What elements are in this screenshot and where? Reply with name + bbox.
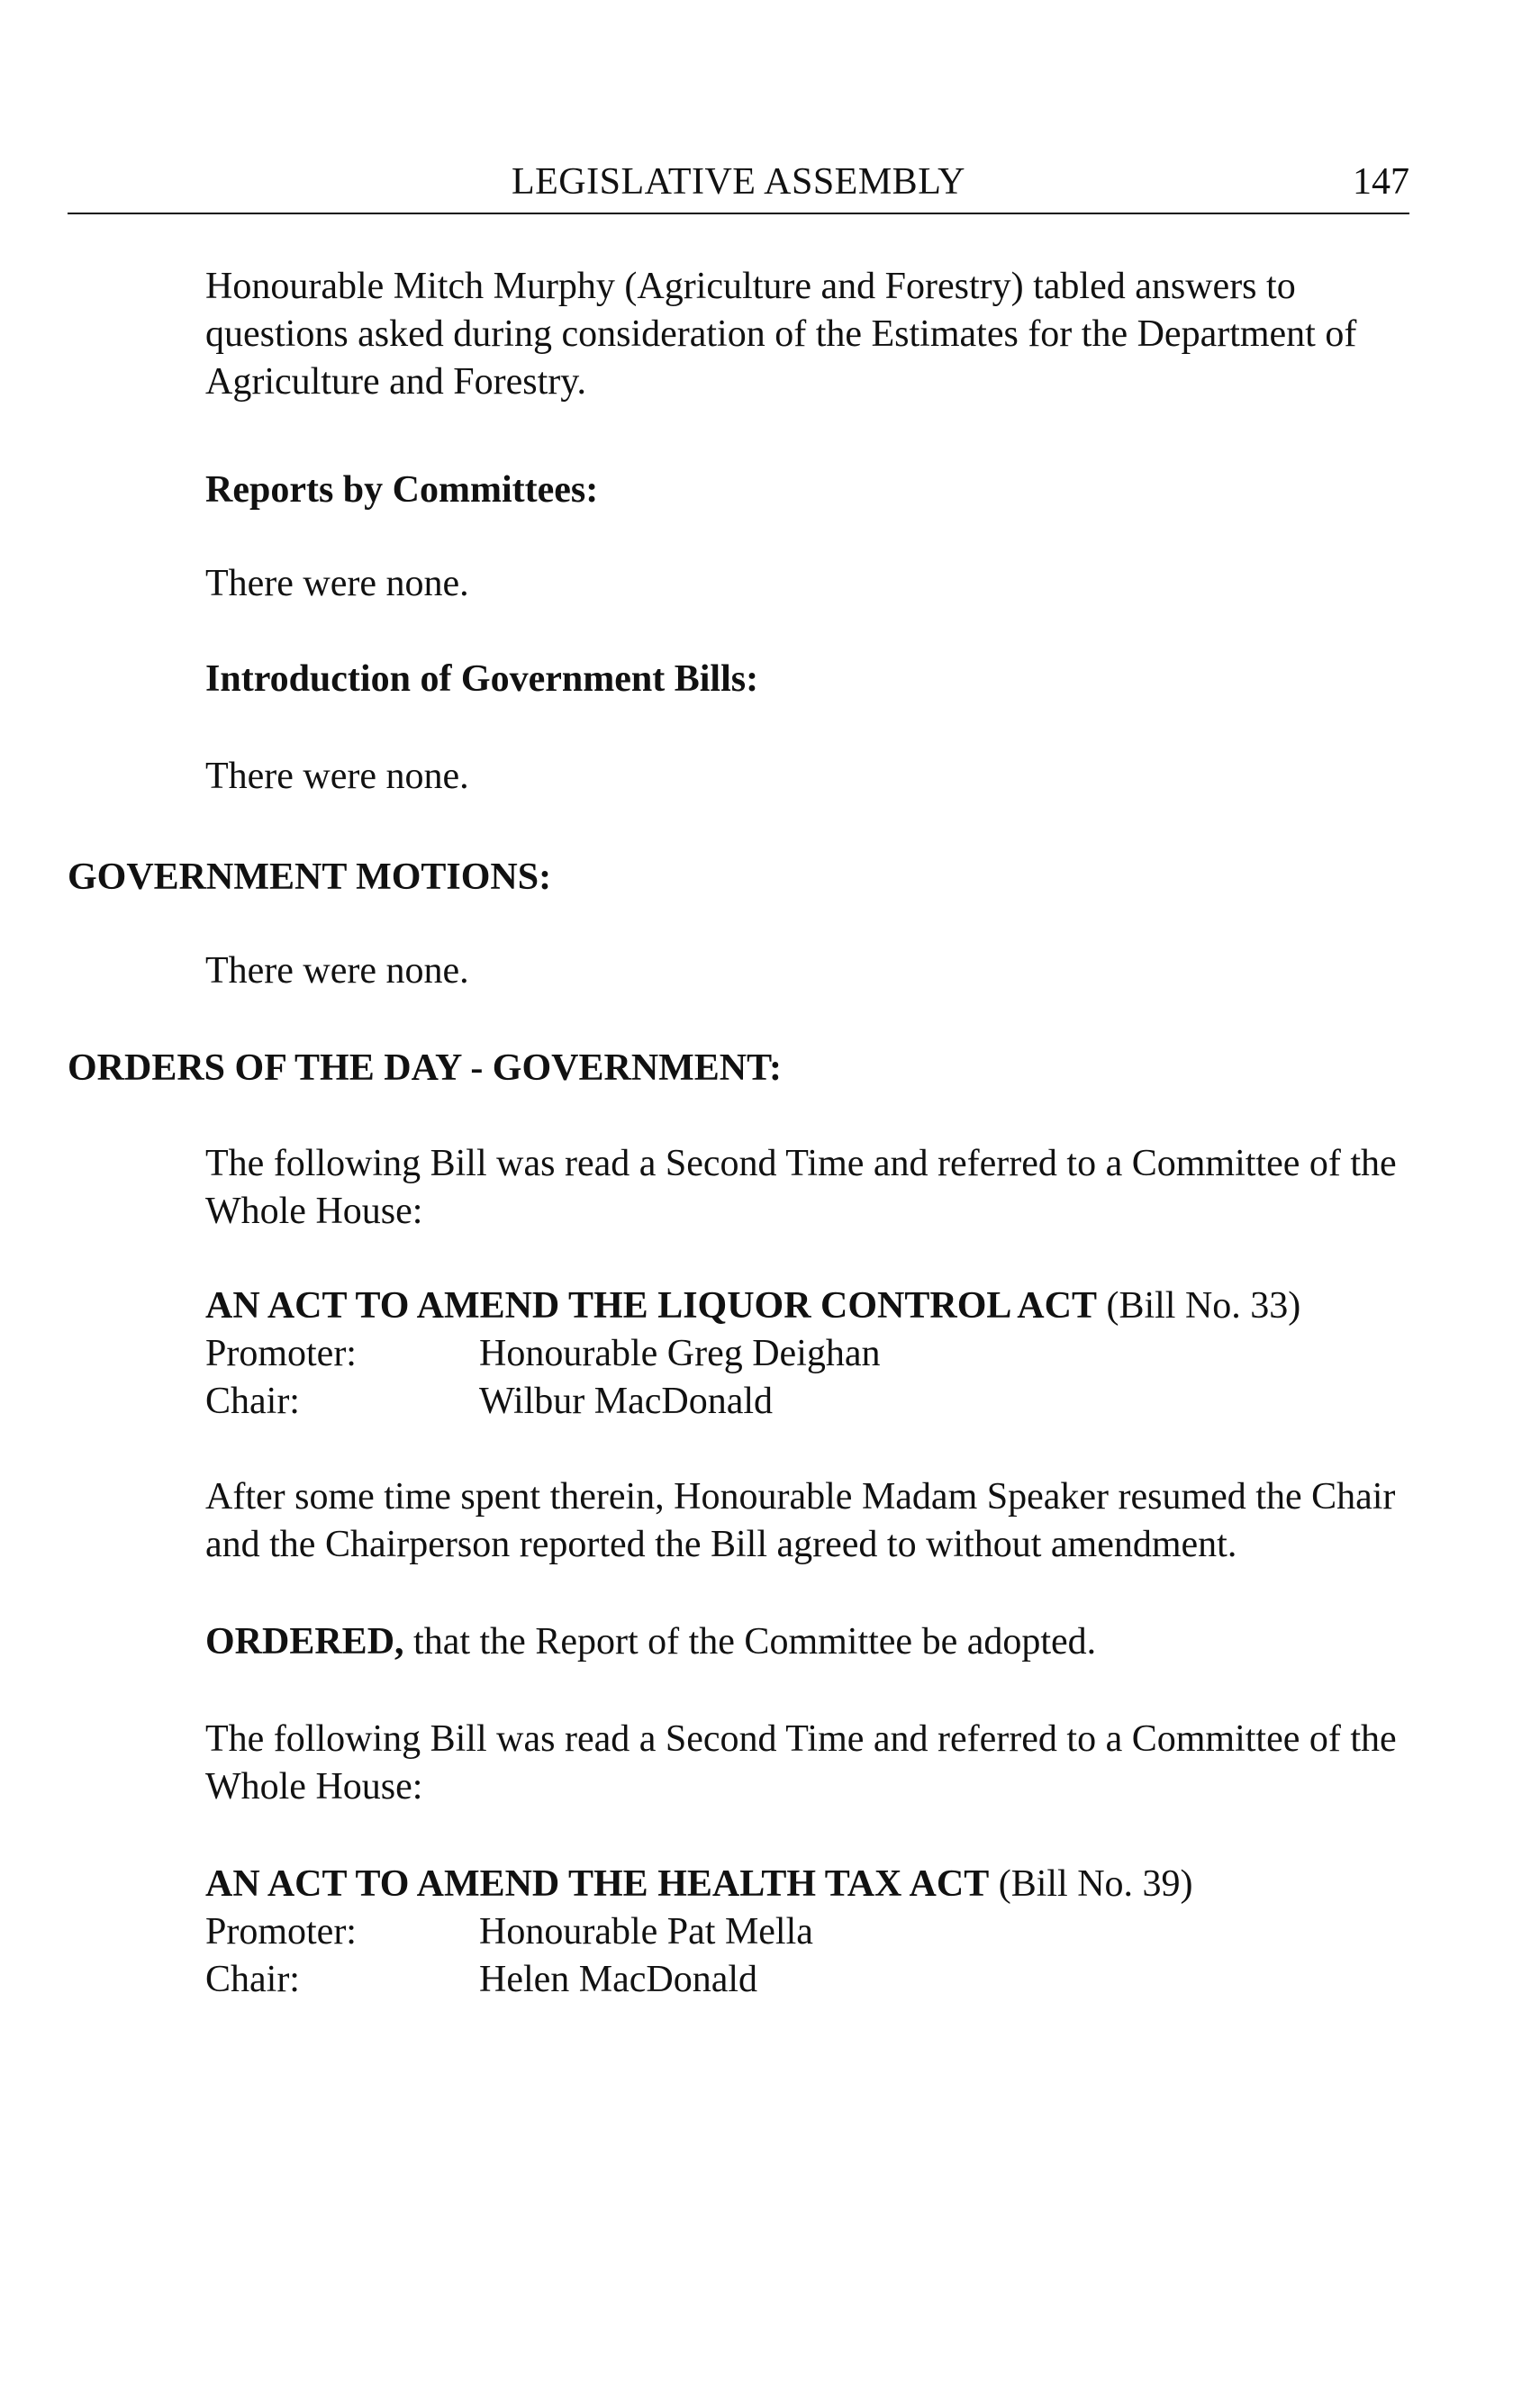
ordered-keyword: ORDERED, bbox=[205, 1621, 404, 1663]
bill-33-title: AN ACT TO AMEND THE LIQUOR CONTROL ACT bbox=[205, 1285, 1097, 1327]
government-motions-heading: GOVERNMENT MOTIONS: bbox=[68, 856, 552, 898]
reports-text: There were none. bbox=[205, 563, 469, 604]
chair-label: Chair: bbox=[205, 1959, 300, 2000]
second-reading-paragraph-1: The following Bill was read a Second Time and referred to a Committee of the Whole House: bbox=[205, 1143, 1397, 1232]
bill-39-chair-row bbox=[205, 1956, 1417, 2004]
page-header bbox=[68, 159, 1409, 214]
bill-39-number: (Bill No. 39) bbox=[989, 1863, 1193, 1905]
promoter-value: Honourable Pat Mella bbox=[479, 1911, 813, 1953]
page-number: 147 bbox=[1353, 161, 1409, 203]
chair-value: Wilbur MacDonald bbox=[479, 1381, 774, 1422]
promoter-label: Promoter: bbox=[205, 1911, 357, 1953]
bill-39-title-line bbox=[205, 1861, 1417, 1908]
promoter-value: Honourable Greg Deighan bbox=[479, 1333, 881, 1374]
second-reading-paragraph-2: The following Bill was read a Second Time and referred to a Committee of the Whole House: bbox=[205, 1718, 1397, 1808]
intro-bills-text: There were none. bbox=[205, 756, 469, 797]
chair-label: Chair: bbox=[205, 1381, 300, 1422]
bill-33-number: (Bill No. 33) bbox=[1096, 1285, 1301, 1327]
committee-report-paragraph: After some time spent therein, Honourable Madam Speaker resumed the Chair and the Chairperson reported the Bill agreed to without amendment. bbox=[205, 1476, 1396, 1565]
tabled-answers-paragraph: Honourable Mitch Murphy (Agriculture and Forestry) tabled answers to questions asked during consideration of the Estimates for the Department of Agriculture and Forestry. bbox=[205, 266, 1357, 403]
bill-39-block bbox=[205, 1861, 1417, 2004]
chair-value: Helen MacDonald bbox=[479, 1959, 758, 2000]
orders-of-the-day-heading: ORDERS OF THE DAY - GOVERNMENT: bbox=[68, 1047, 783, 1089]
bill-33-promoter-row bbox=[205, 1330, 1417, 1378]
bill-33-block bbox=[205, 1282, 1417, 1426]
header-title: LEGISLATIVE ASSEMBLY bbox=[512, 161, 965, 203]
government-motions-text: There were none. bbox=[205, 950, 469, 992]
reports-heading: Reports by Committees: bbox=[205, 469, 599, 511]
bill-39-title: AN ACT TO AMEND THE HEALTH TAX ACT bbox=[205, 1863, 990, 1905]
ordered-paragraph bbox=[205, 1618, 1417, 1666]
bill-33-chair-row bbox=[205, 1378, 1417, 1426]
bill-33-title-line bbox=[205, 1282, 1417, 1330]
intro-bills-heading: Introduction of Government Bills: bbox=[205, 658, 759, 700]
bill-39-promoter-row bbox=[205, 1908, 1417, 1956]
ordered-text: that the Report of the Committee be adopted. bbox=[403, 1621, 1097, 1663]
promoter-label: Promoter: bbox=[205, 1333, 357, 1374]
